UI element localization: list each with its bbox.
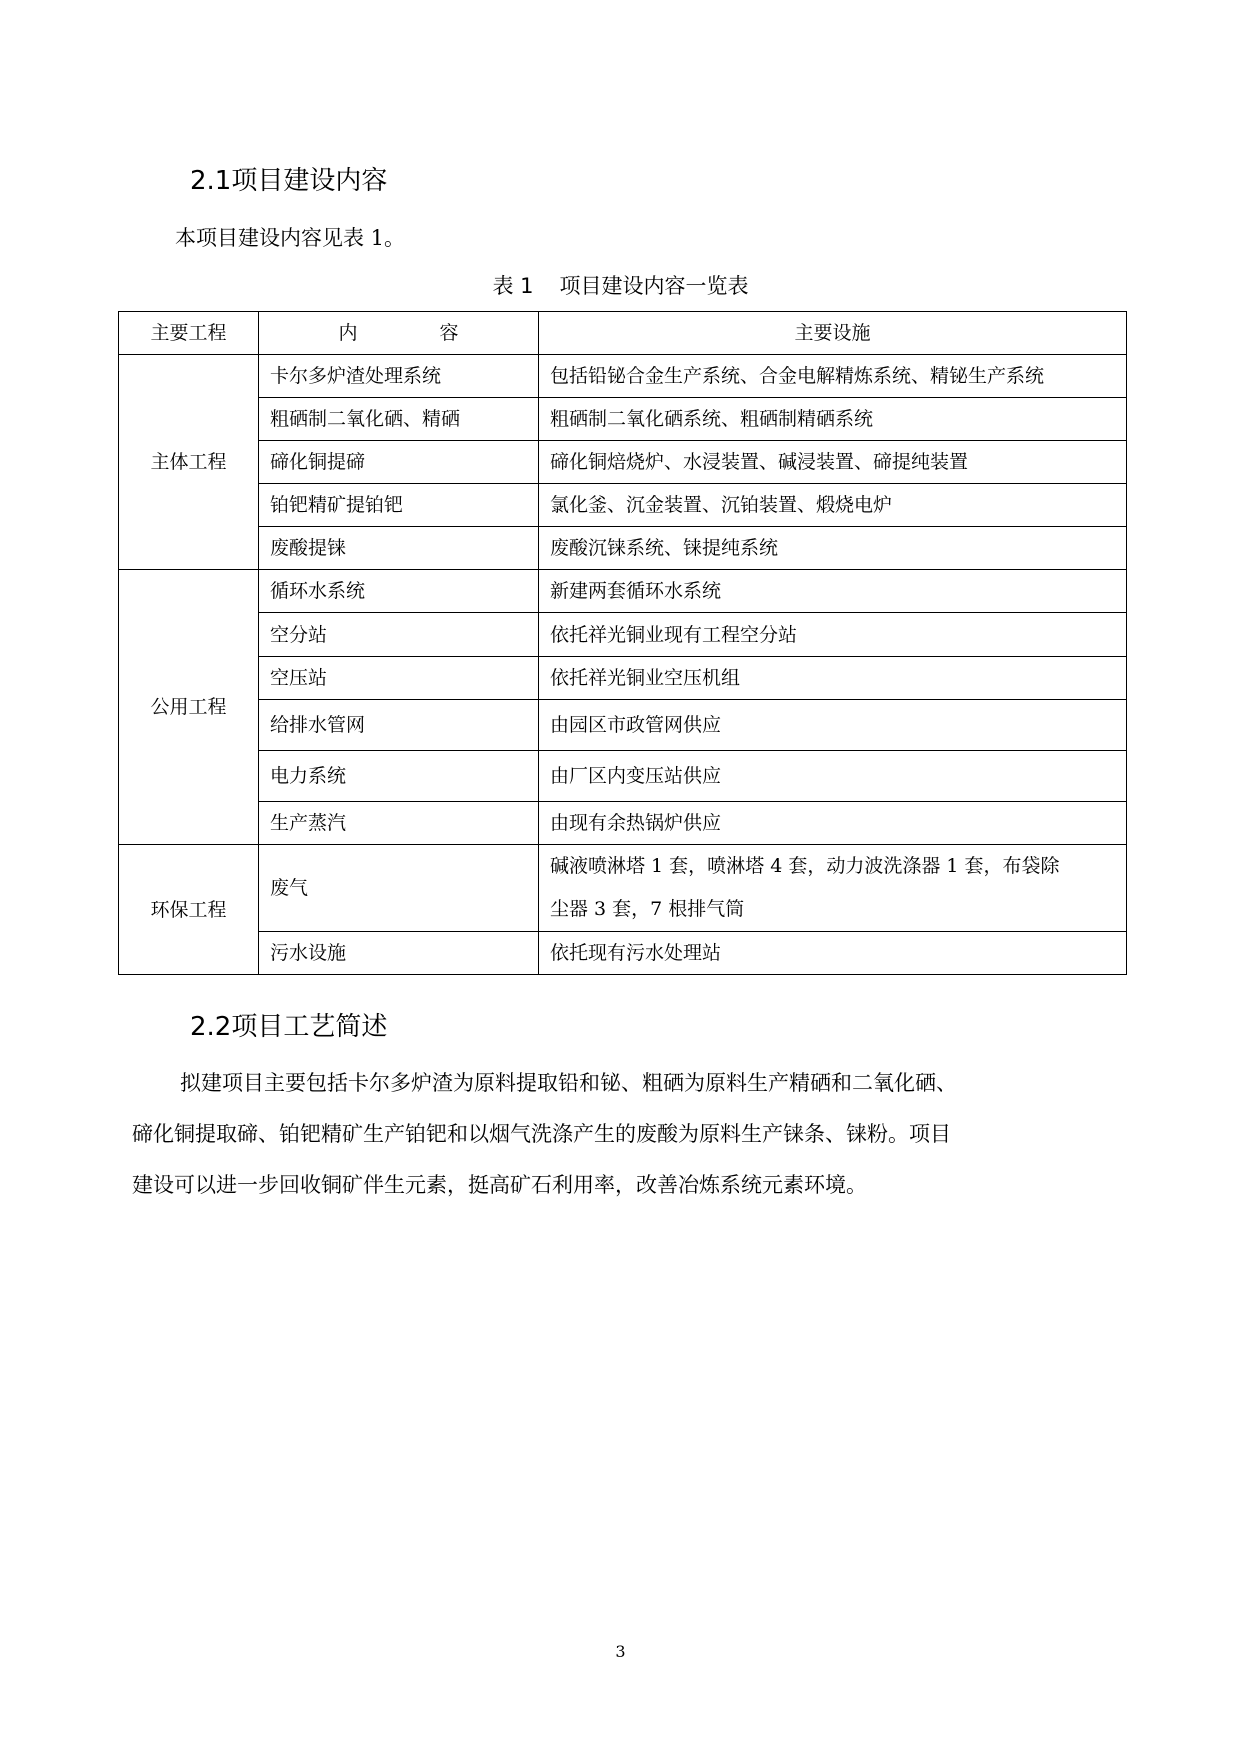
table-row — [119, 845, 1127, 932]
facility-cell: 新建两套循环水系统 — [539, 570, 1127, 613]
content-cell: 铂钯精矿提铂钯 — [259, 484, 539, 527]
table-row — [119, 355, 1127, 398]
content-cell: 卡尔多炉渣处理系统 — [259, 355, 539, 398]
table-row — [119, 441, 1127, 484]
table-caption-title: 项目建设内容一览表 — [559, 274, 749, 298]
facility-cell: 由园区市政管网供应 — [539, 700, 1127, 751]
header-cell: 主要设施 — [539, 312, 1127, 355]
facility-cell: 由现有余热锅炉供应 — [539, 802, 1127, 845]
facility-cell: 由厂区内变压站供应 — [539, 751, 1127, 802]
project-content-table — [118, 311, 1127, 975]
content-cell: 电力系统 — [259, 751, 539, 802]
table-row — [119, 527, 1127, 570]
table-row — [119, 398, 1127, 441]
table-row — [119, 484, 1127, 527]
table-caption-number: 表 1 — [492, 274, 534, 298]
header-cell: 主要工程 — [119, 312, 259, 355]
facility-cell — [539, 845, 1127, 932]
body-paragraph-line: 建设可以进一步回收铜矿伴生元素，挺高矿石利用率，改善冶炼系统元素环境。 — [132, 1173, 867, 1197]
page-number: 3 — [615, 1642, 626, 1661]
table-row — [119, 657, 1127, 700]
table-row — [119, 570, 1127, 613]
header-content-label: 内 容 — [338, 322, 497, 344]
facility-cell: 氯化釜、沉金装置、沉铂装置、煅烧电炉 — [539, 484, 1127, 527]
table-row — [119, 802, 1127, 845]
group-cell: 公用工程 — [119, 570, 259, 845]
facility-cell: 废酸沉铼系统、铼提纯系统 — [539, 527, 1127, 570]
content-cell: 生产蒸汽 — [259, 802, 539, 845]
content-cell: 污水设施 — [259, 932, 539, 975]
facility-cell: 依托现有污水处理站 — [539, 932, 1127, 975]
facility-line: 尘器 3 套，7 根排气筒 — [550, 898, 745, 920]
content-cell: 给排水管网 — [259, 700, 539, 751]
facility-cell: 依托祥光铜业现有工程空分站 — [539, 613, 1127, 657]
body-paragraph-line: 拟建项目主要包括卡尔多炉渣为原料提取铅和铋、粗硒为原料生产精硒和二氧化硒、 — [180, 1071, 957, 1095]
facility-cell: 碲化铜焙烧炉、水浸装置、碱浸装置、碲提纯装置 — [539, 441, 1127, 484]
facility-line: 碱液喷淋塔 1 套，喷淋塔 4 套，动力波洗涤器 1 套，布袋除 — [550, 855, 1060, 877]
section-heading-2-2: 2.2项目工艺简述 — [190, 1012, 388, 1042]
content-cell: 废酸提铼 — [259, 527, 539, 570]
table-row — [119, 613, 1127, 657]
table-row — [119, 700, 1127, 751]
facility-cell: 依托祥光铜业空压机组 — [539, 657, 1127, 700]
content-cell: 空压站 — [259, 657, 539, 700]
facility-cell: 包括铅铋合金生产系统、合金电解精炼系统、精铋生产系统 — [539, 355, 1127, 398]
content-cell: 碲化铜提碲 — [259, 441, 539, 484]
table-row — [119, 932, 1127, 975]
table-header-row — [119, 312, 1127, 355]
header-cell — [259, 312, 539, 355]
content-cell: 循环水系统 — [259, 570, 539, 613]
facility-cell: 粗硒制二氧化硒系统、粗硒制精硒系统 — [539, 398, 1127, 441]
group-cell: 主体工程 — [119, 355, 259, 570]
content-cell: 空分站 — [259, 613, 539, 657]
table-row — [119, 751, 1127, 802]
content-cell: 废气 — [259, 845, 539, 932]
body-paragraph-line: 碲化铜提取碲、铂钯精矿生产铂钯和以烟气洗涤产生的废酸为原料生产铼条、铼粉。项目 — [132, 1122, 951, 1146]
section-heading-2-1: 2.1项目建设内容 — [190, 166, 388, 196]
group-cell: 环保工程 — [119, 845, 259, 975]
intro-paragraph: 本项目建设内容见表 1。 — [175, 226, 406, 250]
table-caption — [0, 272, 1241, 300]
content-cell: 粗硒制二氧化硒、精硒 — [259, 398, 539, 441]
